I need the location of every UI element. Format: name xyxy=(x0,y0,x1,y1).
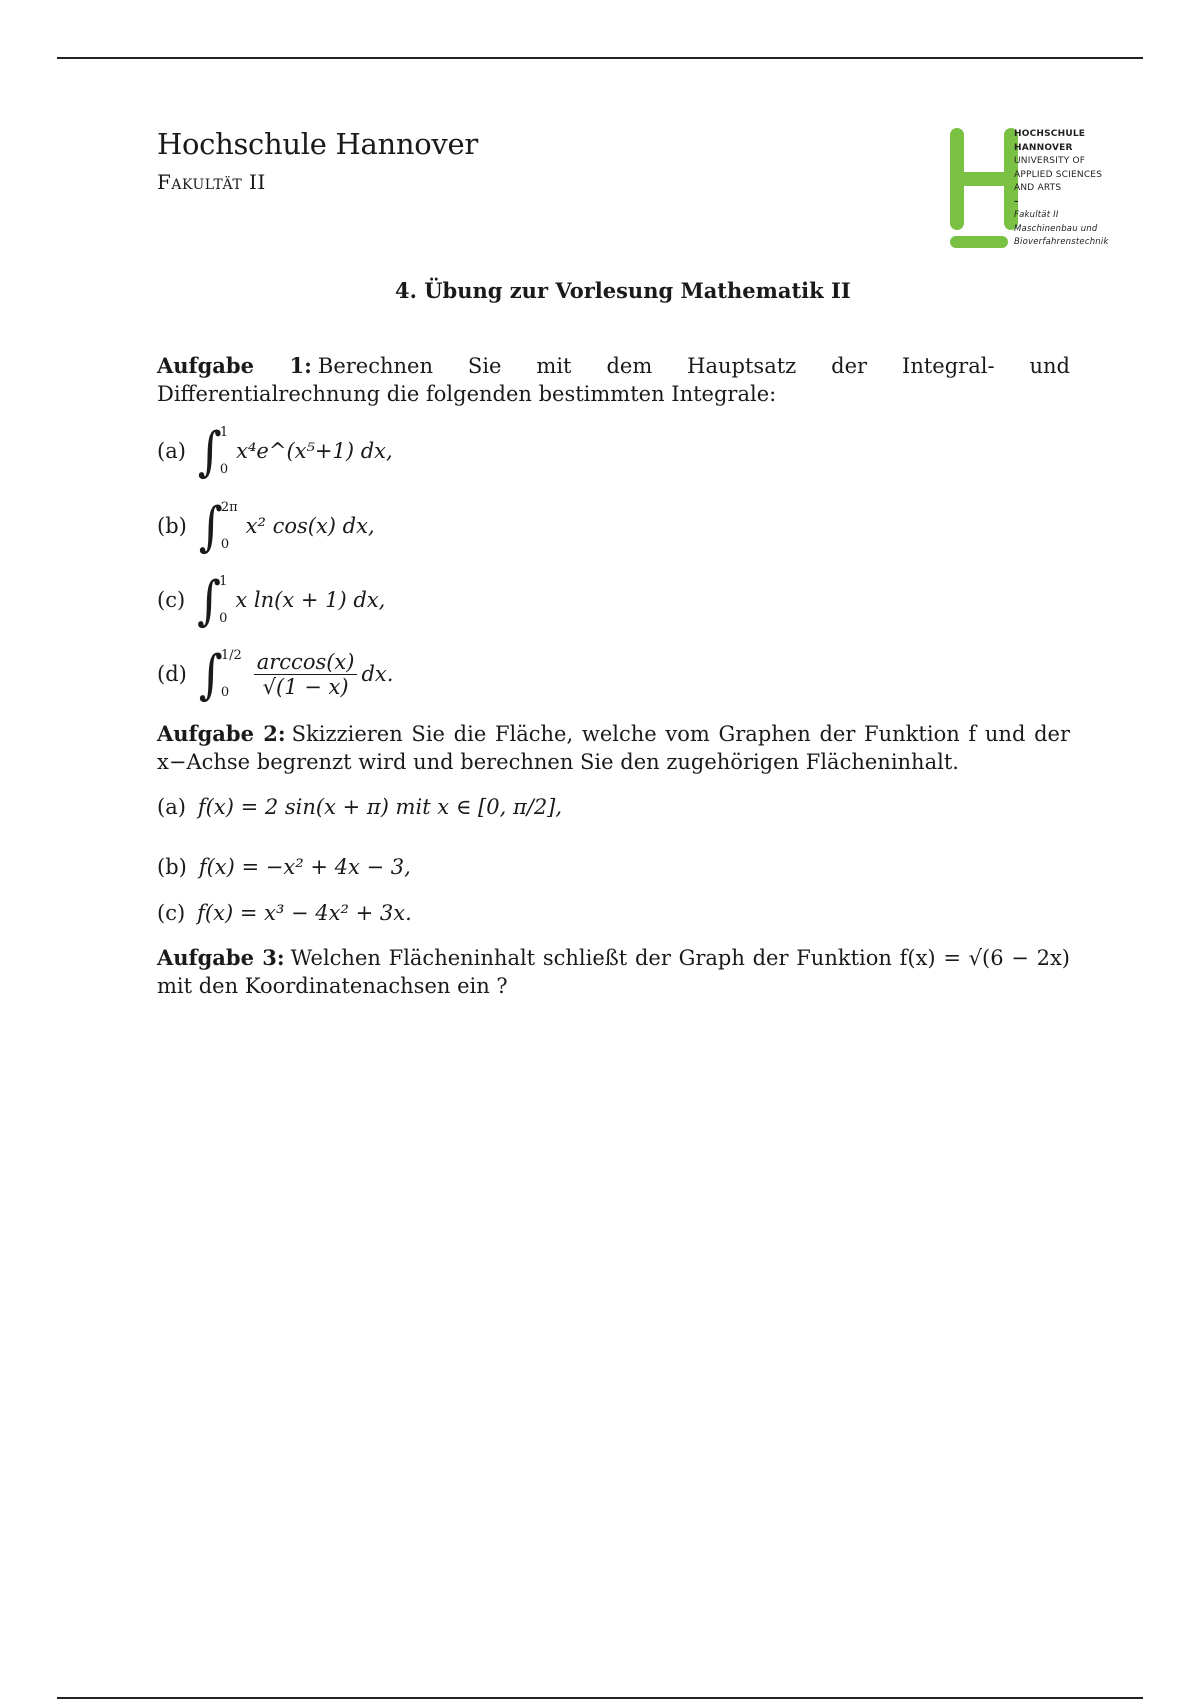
bottom-rule xyxy=(57,1697,1143,1699)
integral-sign: ∫ 1 0 xyxy=(197,419,229,483)
integral-sign: ∫ 2π 0 xyxy=(198,494,238,558)
function-expression: f(x) = −x² + 4x − 3, xyxy=(198,855,411,879)
integrand-tail: dx. xyxy=(361,662,394,686)
task-1-item-d xyxy=(157,642,394,706)
logo-line: Fakultät II xyxy=(1014,210,1059,220)
task-1-item-a xyxy=(157,419,393,483)
logo-line: HOCHSCHULE xyxy=(1014,129,1086,139)
task-1-text xyxy=(157,352,1070,408)
lower-limit: 0 xyxy=(220,537,230,552)
logo-line: Bioverfahrenstechnik xyxy=(1014,237,1109,247)
task-label: Aufgabe 2: xyxy=(157,721,286,746)
logo-line: AND ARTS xyxy=(1014,183,1062,193)
numerator: arccos(x) xyxy=(254,650,358,675)
integrand: x² cos(x) dx, xyxy=(245,514,375,538)
denominator: √(1 − x) xyxy=(262,674,349,699)
item-tag: (b) xyxy=(157,855,187,879)
logo-line: HANNOVER xyxy=(1014,142,1073,153)
task-description: Welchen Flächeninhalt schließt der Graph der Funktion f(x) = √(6 − 2x) mit den Koordinatenachsen ein ? xyxy=(157,946,1071,998)
item-tag: (c) xyxy=(157,588,186,612)
item-tag: (d) xyxy=(157,662,187,686)
task-2-item-c xyxy=(157,901,412,925)
logo-line: UNIVERSITY OF xyxy=(1014,156,1086,166)
task-1-item-c xyxy=(157,568,386,632)
upper-limit: 1/2 xyxy=(220,648,242,663)
lower-limit: 0 xyxy=(219,611,228,626)
item-tag: (a) xyxy=(157,439,186,463)
logo-text xyxy=(1014,128,1109,250)
integrand: x⁴e^(x⁵+1) dx, xyxy=(236,439,393,463)
task-label: Aufgabe 3: xyxy=(157,945,285,970)
fraction xyxy=(254,650,358,699)
item-tag: (b) xyxy=(157,514,187,538)
lower-limit: 0 xyxy=(219,462,229,477)
integrand: x ln(x + 1) dx, xyxy=(235,588,386,612)
lower-limit: 0 xyxy=(220,685,230,700)
task-1-item-b xyxy=(157,494,375,558)
upper-limit: 1 xyxy=(219,425,229,440)
logo-line: Maschinenbau und xyxy=(1014,223,1098,234)
task-2-item-a xyxy=(157,795,562,819)
integral-sign: ∫ 1/2 0 xyxy=(198,642,242,706)
document-title: 4. Übung zur Vorlesung Mathematik II xyxy=(395,278,851,303)
logo-line: – xyxy=(1014,196,1019,207)
item-tag: (c) xyxy=(157,901,186,925)
integral-sign: ∫ 1 0 xyxy=(197,568,228,632)
task-2-text xyxy=(157,720,1070,776)
task-description: Berechnen Sie mit dem Hauptsatz der Integral- und Differentialrechnung die folgenden bestimmten Integrale: xyxy=(157,354,1070,406)
item-tag: (a) xyxy=(157,795,186,819)
logo-line: APPLIED SCIENCES xyxy=(1014,169,1103,180)
task-3-text xyxy=(157,944,1070,1000)
institution-name: Hochschule Hannover xyxy=(157,127,478,161)
upper-limit: 2π xyxy=(220,500,238,515)
faculty-name: Fakultät II xyxy=(157,170,266,194)
function-expression: f(x) = 2 sin(x + π) mit x ∈ [0, π/2], xyxy=(197,795,563,819)
task-2-item-b xyxy=(157,855,411,879)
top-rule xyxy=(57,57,1143,59)
task-label: Aufgabe 1: xyxy=(157,353,312,378)
upper-limit: 1 xyxy=(219,574,228,589)
function-expression: f(x) = x³ − 4x² + 3x. xyxy=(197,901,412,925)
task-description: Skizzieren Sie die Fläche, welche vom Graphen der Funktion f und der x−Achse begrenzt wird und berechnen Sie den zugehörigen Flächeninhalt. xyxy=(157,722,1071,774)
